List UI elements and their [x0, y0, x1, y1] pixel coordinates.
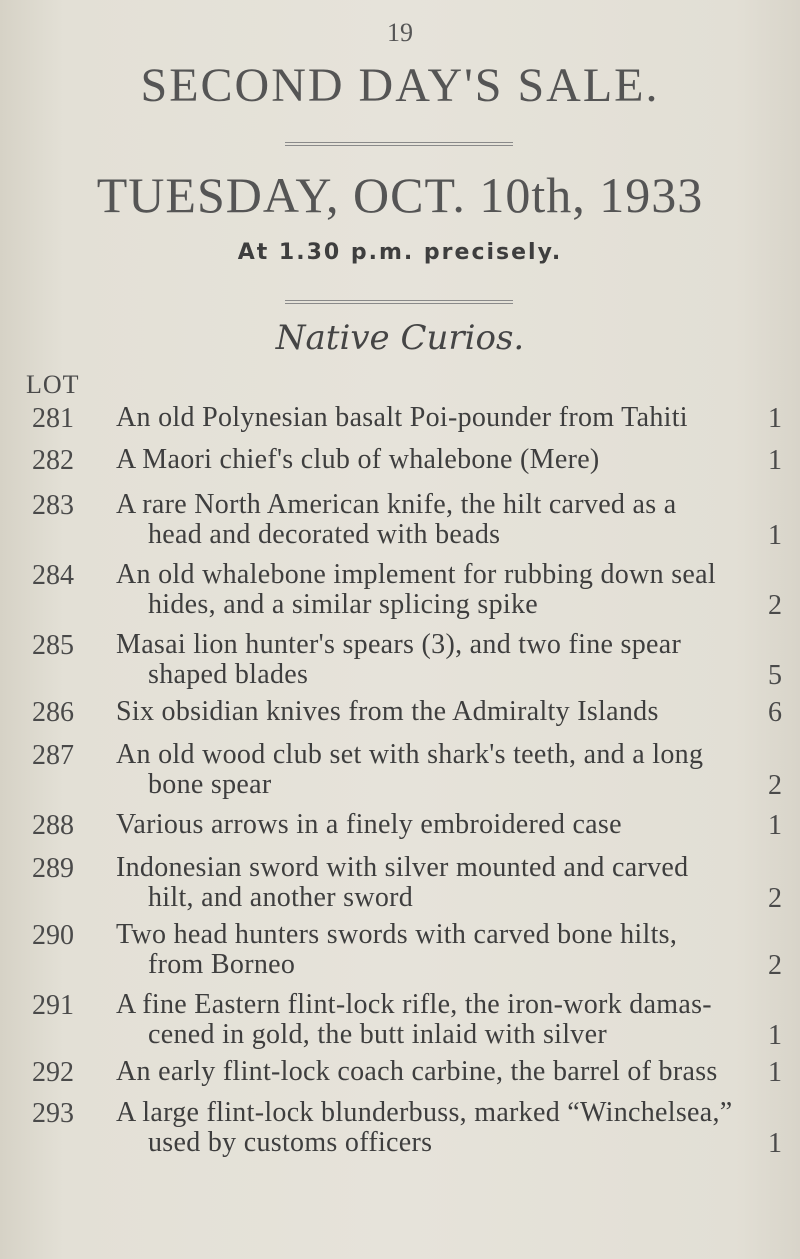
lot-description-line: used by customs officers [148, 1127, 433, 1158]
lot-quantity: 5 [768, 660, 782, 691]
lot-quantity: 6 [768, 697, 782, 728]
lot-description-line: hilt, and another sword [148, 882, 414, 913]
lot-quantity: 2 [768, 590, 782, 621]
lot-quantity: 1 [768, 1020, 782, 1051]
lot-description [116, 697, 766, 727]
lot-quantity: 1 [768, 403, 782, 434]
lot-number: 289 [32, 853, 74, 884]
lot-number: 285 [32, 630, 74, 661]
lot-description [116, 920, 766, 980]
lot-description-line: cened in gold, the butt inlaid with silver [148, 1019, 607, 1050]
lot-description-line: Indonesian sword with silver mounted and carved [116, 852, 689, 883]
lot-description-line: A fine Eastern flint-lock rifle, the iron-work damas- [116, 989, 712, 1020]
lot-description-line: Six obsidian knives from the Admiralty Islands [116, 696, 659, 727]
lot-number: 281 [32, 403, 74, 434]
lot-quantity: 2 [768, 770, 782, 801]
lot-description [116, 1057, 766, 1087]
lot-number: 290 [32, 920, 74, 951]
lot-number: 288 [32, 810, 74, 841]
lot-description-line: A Maori chief's club of whalebone (Mere) [116, 444, 600, 475]
lot-number: 291 [32, 990, 74, 1021]
lot-description [116, 740, 766, 800]
lot-description-line: An old Polynesian basalt Poi-pounder from Tahiti [116, 402, 688, 433]
lot-description [116, 990, 766, 1050]
lot-quantity: 1 [768, 810, 782, 841]
lot-description [116, 445, 766, 475]
lot-quantity: 2 [768, 883, 782, 914]
lot-description-line: A rare North American knife, the hilt carved as a [116, 489, 677, 520]
lot-quantity: 1 [768, 1057, 782, 1088]
lot-number: 286 [32, 697, 74, 728]
lot-description [116, 560, 766, 620]
lot-number: 284 [32, 560, 74, 591]
lot-description [116, 630, 766, 690]
sale-title: SECOND DAY'S SALE. [140, 59, 660, 112]
section-heading: Native Curios. [275, 318, 525, 358]
lot-description-line: An old whalebone implement for rubbing down seal [116, 559, 716, 590]
lot-description-line: Various arrows in a finely embroidered case [116, 809, 622, 840]
lot-quantity: 1 [768, 445, 782, 476]
lot-column-header: LOT [26, 370, 80, 399]
lot-description [116, 1098, 766, 1158]
lot-description-line: hides, and a similar splicing spike [148, 589, 538, 620]
lot-description-line: from Borneo [148, 949, 296, 980]
lot-description [116, 490, 766, 550]
lot-description-line: Masai lion hunter's spears (3), and two fine spear [116, 629, 682, 660]
lot-description [116, 810, 766, 840]
lot-description-line: bone spear [148, 769, 272, 800]
lot-description-line: Two head hunters swords with carved bone hilts, [116, 919, 678, 950]
lot-number: 293 [32, 1098, 74, 1129]
sale-time: At 1.30 p.m. precisely. [237, 240, 563, 265]
lot-number: 292 [32, 1057, 74, 1088]
lot-description-line: head and decorated with beads [148, 519, 501, 550]
lot-quantity: 1 [768, 520, 782, 551]
lot-description-line: shaped blades [148, 659, 309, 690]
sale-date: TUESDAY, OCT. 10th, 1933 [96, 167, 704, 223]
lot-description-line: An old wood club set with shark's teeth, and a long [116, 739, 704, 770]
lot-number: 283 [32, 490, 74, 521]
page-number: 19 [387, 18, 413, 47]
lot-number: 287 [32, 740, 74, 771]
lot-description-line: An early flint-lock coach carbine, the barrel of brass [116, 1056, 718, 1087]
lot-quantity: 1 [768, 1128, 782, 1159]
lot-quantity: 2 [768, 950, 782, 981]
lot-description-line: A large flint-lock blunderbuss, marked “Winchelsea,” [116, 1097, 733, 1128]
lot-number: 282 [32, 445, 74, 476]
lot-description [116, 403, 766, 433]
lot-description [116, 853, 766, 913]
